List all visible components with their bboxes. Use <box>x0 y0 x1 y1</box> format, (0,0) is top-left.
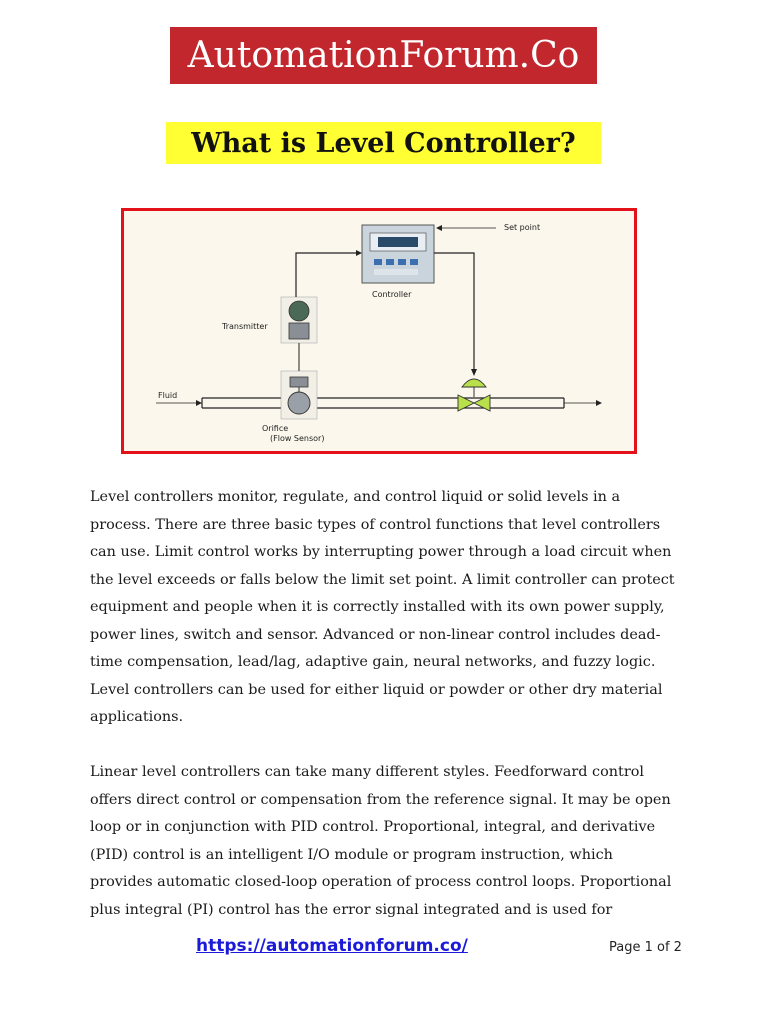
diagram-svg <box>124 211 634 451</box>
page-title-text: What is Level Controller? <box>191 127 576 159</box>
paragraph-2: Linear level controllers can take many different styles. Feedforward control offers direct control or compensation from the reference signal. It may be open loop or in conjunction with PID control. Proportional, integral, and derivative (PID) control is an intelligent I/O module or program instruction, which provides automatic closed-loop operation of process control loops. Proportional plus integral (PI) control has the error signal integrated and is used for <box>90 764 672 918</box>
fluid-inlet-arrow <box>156 400 202 406</box>
transmitter-label: Transmitter <box>222 322 268 331</box>
pipe <box>202 398 602 408</box>
orifice-label: Orifice <box>262 424 289 433</box>
logo-text: AutomationForum.Co <box>187 35 580 76</box>
controller-label: Controller <box>372 290 412 299</box>
site-logo <box>170 27 597 84</box>
set-point-label: Set point <box>504 223 541 232</box>
page-title <box>166 122 601 164</box>
website-link[interactable]: https://automationforum.co/ <box>196 936 468 956</box>
page-number: Page 1 of 2 <box>609 940 682 955</box>
paragraph-1: Level controllers monitor, regulate, and control liquid or solid levels in a process. There are three basic types of control functions that level controllers can use. Limit control works by interrupting power through a load circuit when the level exceeds or falls below the limit set point. A limit controller can protect equipment and people when it is correctly installed with its own power supply, power lines, switch and sensor. Advanced or non-linear control includes dead-time compensation, lead/lag, adaptive gain, neural networks, and fuzzy logic. Level controllers can be used for either liquid or powder or other dry material applications. <box>90 489 675 725</box>
flow-sensor-label: (Flow Sensor) <box>270 434 325 443</box>
set-point-arrow <box>436 225 496 231</box>
control-loop-diagram <box>121 208 637 454</box>
controller-unit <box>362 225 434 283</box>
signal-line-transmitter-to-controller <box>296 250 362 297</box>
signal-line-controller-to-valve <box>434 253 477 376</box>
control-valve <box>458 379 490 411</box>
article-body <box>90 484 680 952</box>
orifice-flow-sensor <box>281 371 317 419</box>
transmitter-device <box>281 297 317 343</box>
fluid-label: Fluid <box>158 391 178 400</box>
